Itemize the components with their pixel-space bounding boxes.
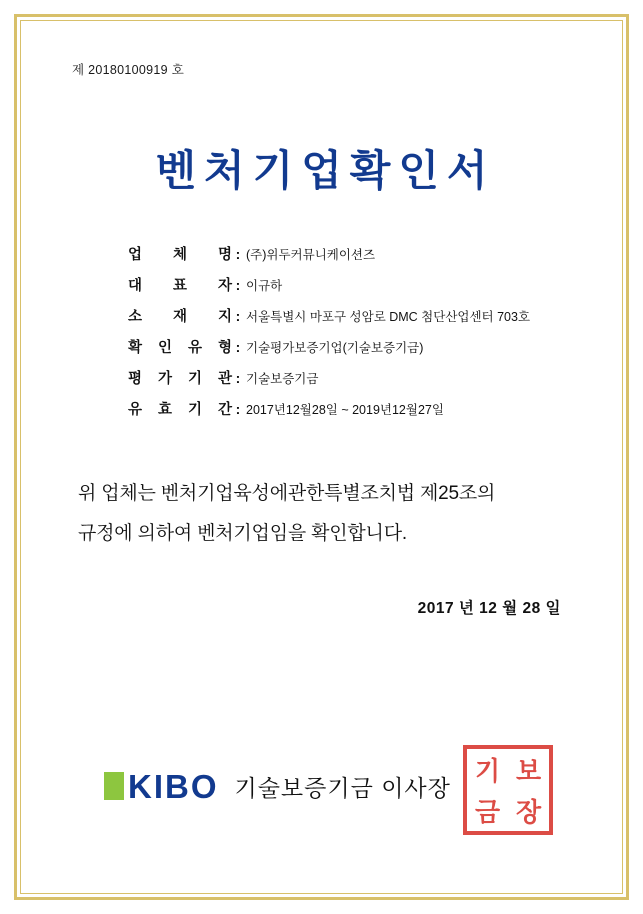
field-colon: : [235,308,241,324]
field-value-valid-period: 2017년12월28일 ~ 2019년12월27일 [246,403,444,417]
field-row [128,336,588,367]
field-colon: : [235,277,241,293]
field-label-address: 소 재 지 [128,309,232,325]
field-colon: : [235,339,241,355]
field-value-address: 서울특별시 마포구 성암로 DMC 첨단산업센터 703호 [246,310,531,324]
field-value-evaluation-agency: 기술보증기금 [246,372,319,386]
document-number: 제 20180100919 호 [72,63,185,77]
field-label-confirm-type: 확 인 유 형 [128,340,232,356]
field-colon: : [235,246,241,262]
field-row [128,305,588,336]
field-row [128,398,588,429]
statement-line-1: 위 업체는 벤처기업육성에관한특별조치법 제25조의 [78,483,496,504]
statement-line-2: 규정에 의하여 벤처기업임을 확인합니다. [78,523,407,544]
field-colon: : [235,370,241,386]
field-label-evaluation-agency: 평 가 기 관 [128,371,232,387]
field-value-representative: 이규하 [246,279,283,293]
issuer-name: 기술보증기금 이사장 [234,774,451,801]
field-colon: : [235,401,241,417]
statement-block [78,474,578,554]
issuer-block [104,766,451,806]
field-label-valid-period: 유 효 기 간 [128,402,232,418]
field-label-company-name: 업 체 명 [128,247,232,263]
logo-green-bar-icon [104,772,124,800]
certificate-title: 벤처기업확인서 [155,149,496,195]
seal-char: 보 [515,757,542,786]
logo-wordmark: KIBO [128,767,219,805]
field-row [128,274,588,305]
official-seal-stamp [463,745,553,835]
issue-date: 2017 년 12 월 28 일 [417,600,561,617]
field-row [128,367,588,398]
field-value-confirm-type: 기술평가보증기업(기술보증기금) [246,341,424,355]
seal-char: 장 [515,798,542,827]
kibo-logo [104,766,219,806]
seal-char: 기 [474,757,501,786]
field-list [128,243,588,429]
field-value-company-name: (주)위두커뮤니케이션즈 [246,248,376,262]
field-label-representative: 대 표 자 [128,278,232,294]
seal-char: 금 [474,798,501,827]
field-row [128,243,588,274]
